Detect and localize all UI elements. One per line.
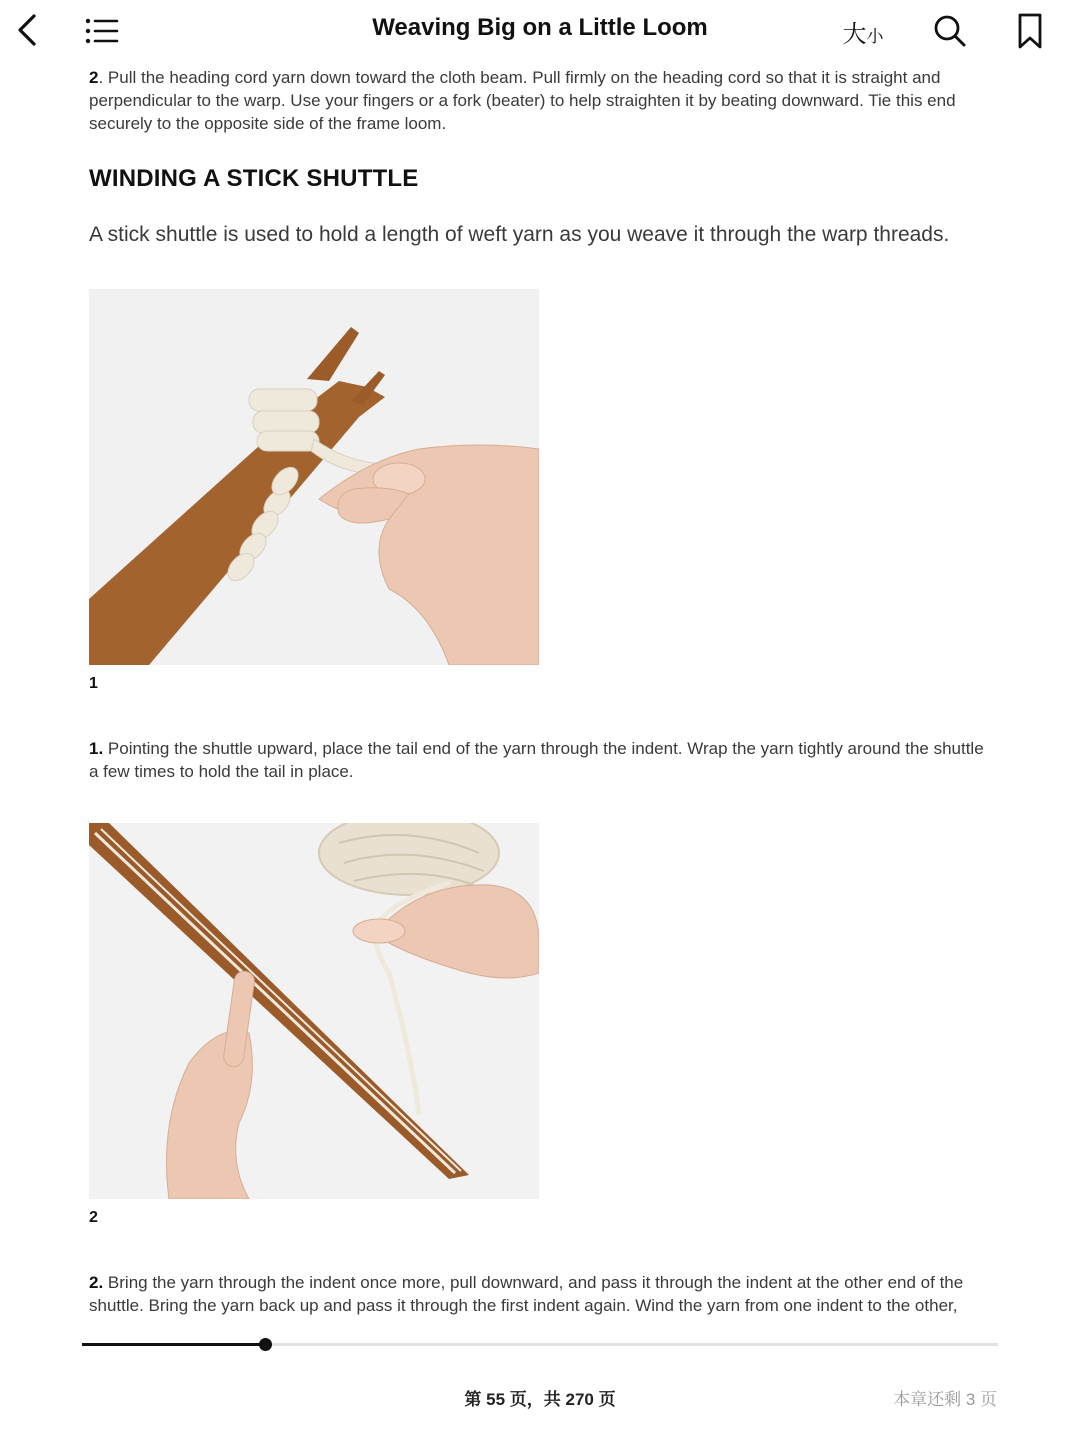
table-of-contents-button[interactable] <box>80 10 124 52</box>
step-1-number: 1. <box>89 739 104 758</box>
font-size-label-big: 大 <box>842 20 867 48</box>
font-size-button[interactable] <box>836 10 890 52</box>
section-heading: WINDING A STICK SHUTTLE <box>89 165 419 192</box>
figure-2-label: 2 <box>89 1209 98 1226</box>
figure-1-label: 1 <box>89 675 98 692</box>
paragraph-number: 2 <box>89 68 99 87</box>
search-button[interactable] <box>926 8 974 54</box>
paragraph <box>89 66 989 135</box>
search-icon <box>933 14 967 48</box>
step-1-text: Pointing the shuttle upward, place the tail end of the yarn through the indent. Wrap the yarn tightly around the shuttle a few times to hold the tail in place. <box>89 739 984 781</box>
paragraph-text: . Pull the heading cord yarn down toward the cloth beam. Pull firmly on the heading cord so that it is straight and perpendicular to the warp. Use your fingers or a fork (beater) to help straighten it by beating downward. Tie this end securely to the opposite side of the frame loom. <box>89 68 956 133</box>
step-2-paragraph <box>89 1271 989 1317</box>
figure-2-image[interactable] <box>89 823 539 1199</box>
book-title: Weaving Big on a Little Loom <box>372 14 708 41</box>
intro-paragraph: A stick shuttle is used to hold a length of weft yarn as you weave it through the warp threads. <box>89 223 950 246</box>
table-of-contents-icon <box>85 17 119 45</box>
chevron-left-icon <box>15 13 39 47</box>
step-2-number: 2. <box>89 1273 104 1292</box>
page-progress-slider[interactable] <box>82 1343 998 1346</box>
step-1-paragraph <box>89 737 989 783</box>
figure-1-image[interactable] <box>89 289 539 665</box>
back-button[interactable] <box>6 8 48 52</box>
font-size-label-small: 小 <box>866 26 884 46</box>
progress-knob[interactable] <box>259 1338 272 1351</box>
bookmark-icon <box>1017 12 1043 50</box>
reading-content <box>89 66 989 1317</box>
progress-fill <box>82 1343 265 1346</box>
chapter-remaining: 本章还剩 3 页 <box>893 1390 997 1409</box>
step-2-text: Bring the yarn through the indent once more, pull downward, and pass it through the indent at the other end of the shuttle. Bring the yarn back up and pass it through the first indent again. Wind the yarn from one indent to the other, <box>89 1273 964 1315</box>
bookmark-button[interactable] <box>1008 6 1052 56</box>
top-toolbar <box>0 0 1080 62</box>
page-indicator: 第 55 页，共 270 页 <box>464 1390 616 1409</box>
